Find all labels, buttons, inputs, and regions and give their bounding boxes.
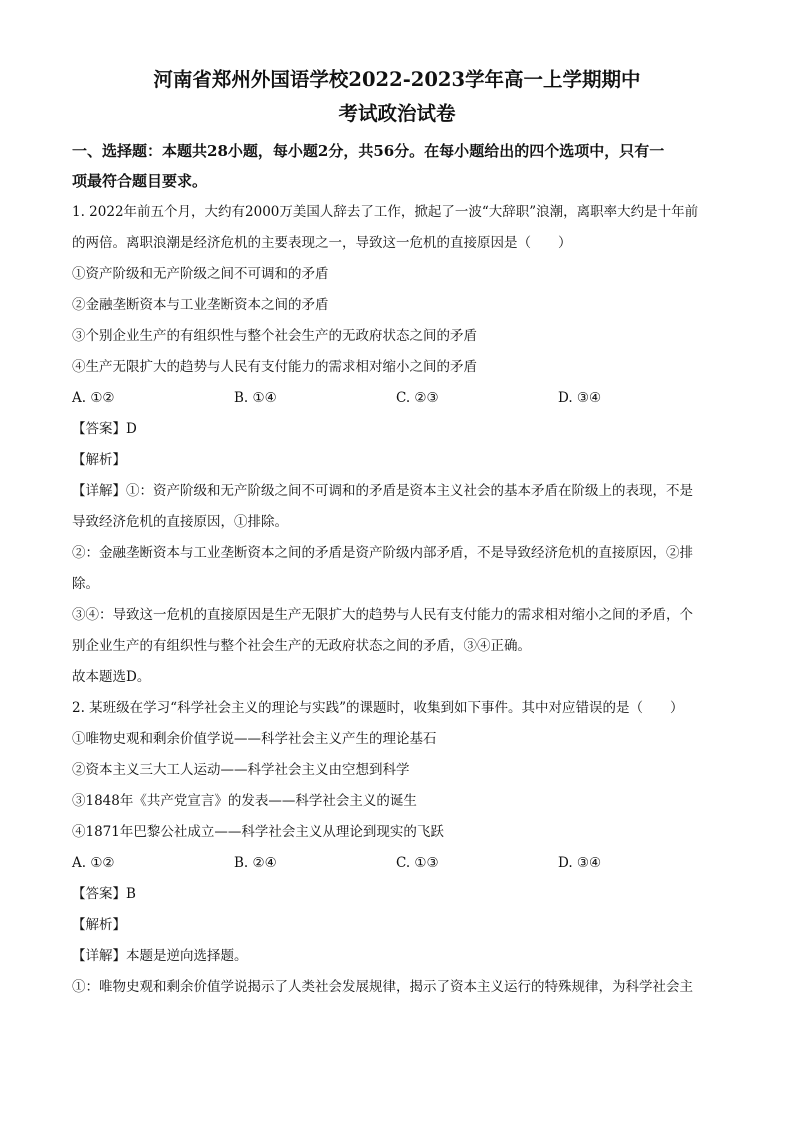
document-page <box>72 64 722 1003</box>
document-title-line-1: 河南省郑州外国语学校2022-2023学年高一上学期期中 <box>153 68 641 91</box>
q1-detail-line-6: 别企业生产的有组织性与整个社会生产的无政府状态之间的矛盾，③④正确。 <box>72 638 531 654</box>
q1-item-4: ④生产无限扩大的趋势与人民有支付能力的需求相对缩小之间的矛盾 <box>72 359 477 375</box>
section-heading-line-1: 一、选择题：本题共28小题，每小题2分，共56分。在每小题给出的四个选项中，只有一 <box>72 142 665 160</box>
q1-item-1: ①资产阶级和无产阶级之间不可调和的矛盾 <box>72 266 329 282</box>
question-1 <box>72 197 722 693</box>
q2-option-a: A. ①② <box>72 855 115 871</box>
q1-answer: 【答案】D <box>72 421 137 437</box>
q2-detail-line-1: 【详解】本题是逆向选择题。 <box>72 948 248 964</box>
q1-item-2: ②金融垄断资本与工业垄断资本之间的矛盾 <box>72 297 329 313</box>
q2-option-b: B. ②④ <box>234 855 277 871</box>
q2-analysis-label: 【解析】 <box>72 917 126 933</box>
document-title-line-2: 考试政治试卷 <box>338 102 456 125</box>
q1-option-a: A. ①② <box>72 390 115 406</box>
section-heading-line-2: 项最符合题目要求。 <box>72 172 208 190</box>
q1-stem-line-1: 1. 2022年前五个月，大约有2000万美国人辞去了工作，掀起了一波“大辞职”浪潮，离职率大约是十年前 <box>72 204 699 220</box>
q1-option-d: D. ③④ <box>558 390 602 406</box>
q2-option-d: D. ③④ <box>558 855 602 871</box>
question-2 <box>72 693 722 1003</box>
q2-item-3: ③1848年《共产党宣言》的发表——科学社会主义的诞生 <box>72 793 417 809</box>
q2-option-c: C. ①③ <box>396 855 439 871</box>
q1-stem-line-2: 的两倍。离职浪潮是经济危机的主要表现之一，导致这一危机的直接原因是（ ） <box>72 235 572 251</box>
q1-item-3: ③个别企业生产的有组织性与整个社会生产的无政府状态之间的矛盾 <box>72 328 477 344</box>
q1-option-c: C. ②③ <box>396 390 439 406</box>
q2-stem: 2. 某班级在学习“科学社会主义的理论与实践”的课题时，收集到如下事件。其中对应错误的是（ ） <box>72 700 684 716</box>
q2-options <box>72 848 722 879</box>
q2-item-2: ②资本主义三大工人运动——科学社会主义由空想到科学 <box>72 762 410 778</box>
q1-analysis-label: 【解析】 <box>72 452 126 468</box>
q1-detail-line-5: ③④：导致这一危机的直接原因是生产无限扩大的趋势与人民有支付能力的需求相对缩小之间的矛盾，个 <box>72 607 693 623</box>
q2-detail-line-2: ①：唯物史观和剩余价值学说揭示了人类社会发展规律，揭示了资本主义运行的特殊规律，为科学社会主 <box>72 979 693 995</box>
q1-detail-line-3: ②：金融垄断资本与工业垄断资本之间的矛盾是资产阶级内部矛盾，不是导致经济危机的直接原因，②排 <box>72 545 693 561</box>
q2-item-4: ④1871年巴黎公社成立——科学社会主义从理论到现实的飞跃 <box>72 824 444 840</box>
q2-item-1: ①唯物史观和剩余价值学说——科学社会主义产生的理论基石 <box>72 731 437 747</box>
q1-detail-line-7: 故本题选D。 <box>72 669 151 685</box>
q1-detail-line-4: 除。 <box>72 576 99 592</box>
q1-detail-line-1: 【详解】①：资产阶级和无产阶级之间不可调和的矛盾是资本主义社会的基本矛盾在阶级上的表现，不是 <box>72 483 693 499</box>
q1-option-b: B. ①④ <box>234 390 277 406</box>
q1-options <box>72 383 722 414</box>
q2-answer: 【答案】B <box>72 886 136 902</box>
q1-detail-line-2: 导致经济危机的直接原因，①排除。 <box>72 514 288 530</box>
